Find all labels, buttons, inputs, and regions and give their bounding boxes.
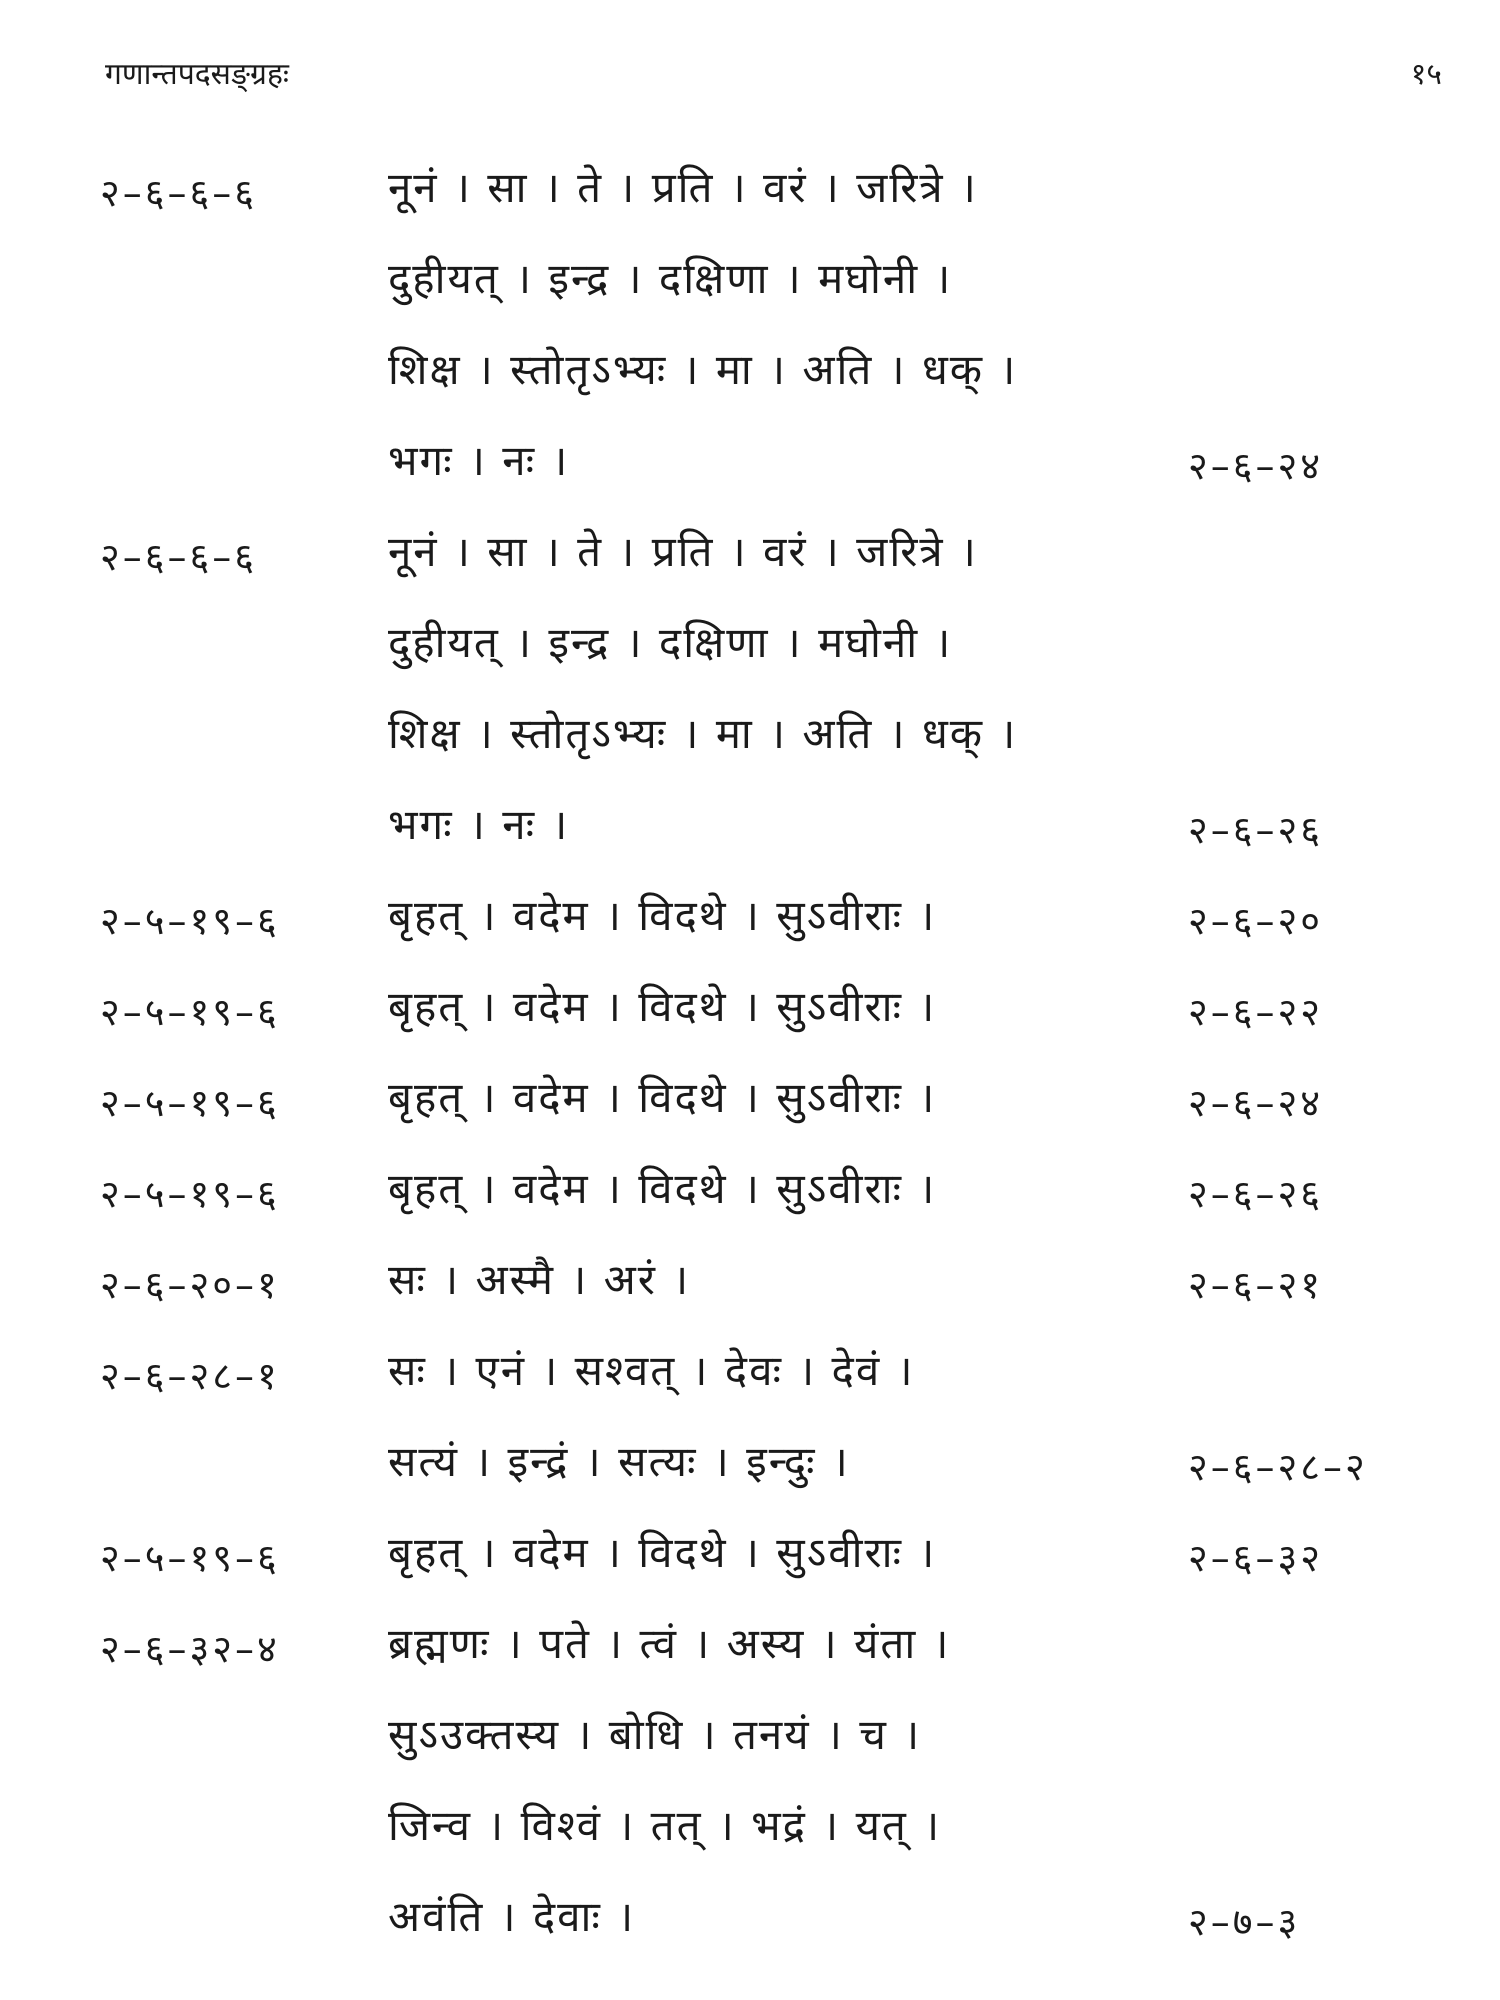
- target-reference: २–६–२६: [1188, 1172, 1324, 1216]
- verse-text: नूनं । सा । ते । प्रति । वरं । जरित्रे ।: [388, 163, 978, 212]
- verse-text: भगः । नः ।: [388, 436, 570, 485]
- verse-text: सः । एनं । सश्वत् । देवः । देवं ।: [388, 1346, 915, 1395]
- target-reference: २–६–२२: [1188, 990, 1324, 1034]
- verse-line: [0, 249, 1500, 340]
- source-reference: २–५–१९–६: [100, 1536, 280, 1580]
- target-reference: २–६–२०: [1188, 899, 1324, 943]
- verse-entries: [0, 158, 1500, 1978]
- verse-line: [0, 613, 1500, 704]
- target-reference: २–६–२८–२: [1188, 1445, 1368, 1489]
- verse-line: [0, 704, 1500, 795]
- verse-line: [0, 1705, 1500, 1796]
- verse-line: [0, 977, 1500, 1068]
- verse-text: सत्यं । इन्द्रं । सत्यः । इन्दुः ।: [388, 1437, 850, 1486]
- verse-text: सः । अस्मै । अरं ।: [388, 1255, 691, 1304]
- verse-text: जिन्व । विश्वं । तत् । भद्रं । यत् ।: [388, 1801, 942, 1850]
- verse-line: [0, 1068, 1500, 1159]
- source-reference: २–६–३२–४: [100, 1627, 280, 1671]
- verse-text: बृहत् । वदेम । विदथे । सुऽवीराः ।: [388, 1164, 937, 1213]
- verse-line: [0, 886, 1500, 977]
- verse-text: सुऽउक्तस्य । बोधि । तनयं । च ।: [388, 1710, 922, 1759]
- source-reference: २–५–१९–६: [100, 1172, 280, 1216]
- verse-text: ब्रह्मणः । पते । त्वं । अस्य । यंता ।: [388, 1619, 951, 1668]
- verse-line: [0, 1523, 1500, 1614]
- target-reference: २–६–२६: [1188, 808, 1324, 852]
- verse-line: [0, 1250, 1500, 1341]
- page-number: १५: [1410, 57, 1442, 92]
- source-reference: २–५–१९–६: [100, 899, 280, 943]
- source-reference: २–६–६–६: [100, 535, 258, 579]
- target-reference: २–६–२४: [1188, 1081, 1324, 1125]
- source-reference: २–६–६–६: [100, 171, 258, 215]
- verse-line: [0, 1159, 1500, 1250]
- verse-line: [0, 795, 1500, 886]
- verse-text: भगः । नः ।: [388, 800, 570, 849]
- verse-text: दुहीयत् । इन्द्र । दक्षिणा । मघोनी ।: [388, 618, 953, 667]
- source-reference: २–५–१९–६: [100, 1081, 280, 1125]
- target-reference: २–६–२४: [1188, 444, 1324, 488]
- target-reference: २–७–३: [1188, 1900, 1301, 1944]
- verse-line: [0, 340, 1500, 431]
- target-reference: २–६–३२: [1188, 1536, 1324, 1580]
- verse-text: बृहत् । वदेम । विदथे । सुऽवीराः ।: [388, 891, 937, 940]
- page-header: गणान्तपदसङ्ग्रहः: [105, 57, 289, 92]
- verse-line: [0, 431, 1500, 522]
- source-reference: २–६–२८–१: [100, 1354, 280, 1398]
- verse-text: शिक्ष । स्तोतृऽभ्यः । मा । अति । धक् ।: [388, 345, 1018, 394]
- verse-line: [0, 522, 1500, 613]
- verse-text: शिक्ष । स्तोतृऽभ्यः । मा । अति । धक् ।: [388, 709, 1018, 758]
- verse-text: बृहत् । वदेम । विदथे । सुऽवीराः ।: [388, 982, 937, 1031]
- verse-line: [0, 1796, 1500, 1887]
- verse-text: बृहत् । वदेम । विदथे । सुऽवीराः ।: [388, 1528, 937, 1577]
- verse-text: दुहीयत् । इन्द्र । दक्षिणा । मघोनी ।: [388, 254, 953, 303]
- verse-line: [0, 1887, 1500, 1978]
- verse-text: बृहत् । वदेम । विदथे । सुऽवीराः ।: [388, 1073, 937, 1122]
- verse-line: [0, 1341, 1500, 1432]
- source-reference: २–६–२०–१: [100, 1263, 280, 1307]
- source-reference: २–५–१९–६: [100, 990, 280, 1034]
- verse-line: [0, 1432, 1500, 1523]
- verse-text: अवंति । देवाः ।: [388, 1892, 636, 1941]
- verse-line: [0, 158, 1500, 249]
- verse-line: [0, 1614, 1500, 1705]
- target-reference: २–६–२१: [1188, 1263, 1324, 1307]
- verse-text: नूनं । सा । ते । प्रति । वरं । जरित्रे ।: [388, 527, 978, 576]
